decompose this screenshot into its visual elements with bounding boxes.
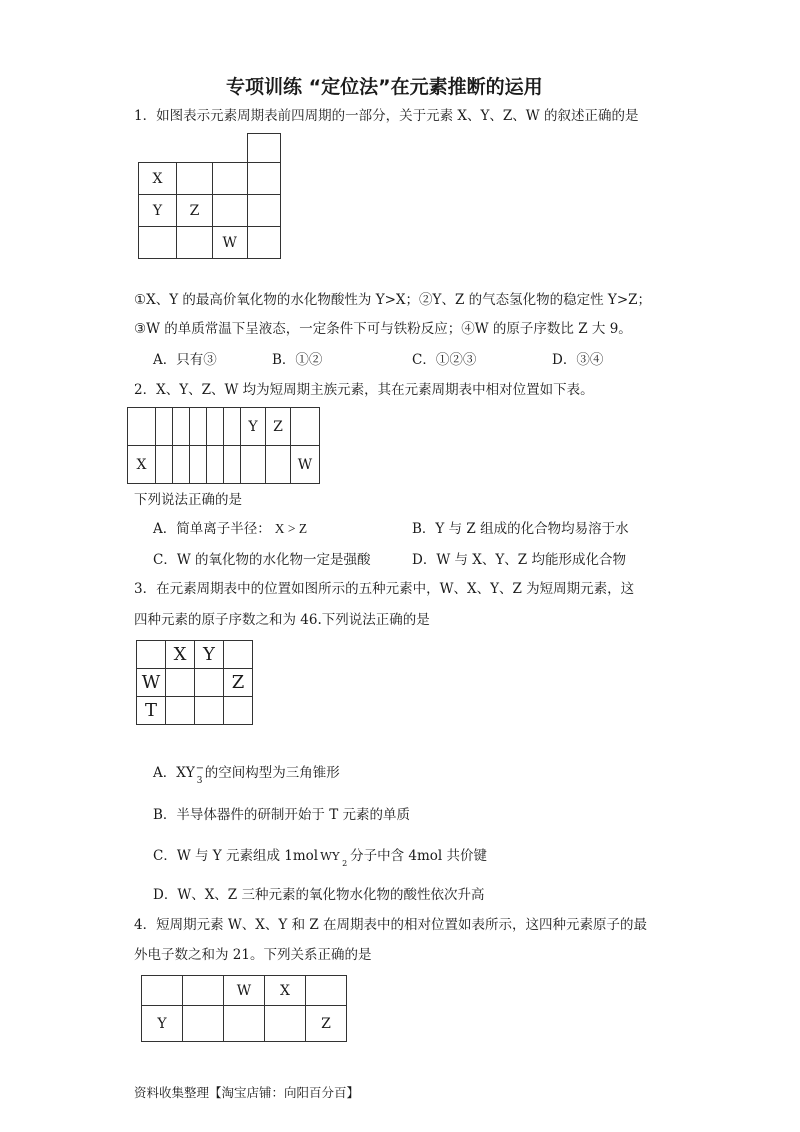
q4-cell (265, 1006, 306, 1042)
q2-option-a-formula: X > Z (274, 521, 308, 536)
q3-cell (224, 697, 253, 725)
q3-option-a-prefix: A．XY (153, 765, 195, 781)
q1-cell-x: X (139, 163, 177, 195)
q4-periodic-table (141, 975, 347, 1042)
q4-stem-line2: 外电子数之和为 21。下列关系正确的是 (134, 947, 372, 963)
q3-stem-line2: 四种元素的原子序数之和为 46.下列说法正确的是 (134, 612, 430, 628)
q3-cell-t: T (137, 697, 166, 725)
q3-cell (166, 697, 195, 725)
q1-cell (213, 195, 248, 227)
q2-cell (173, 446, 190, 484)
q4-cell (183, 1006, 224, 1042)
q3-option-d: D．W、X、Z 三种元素的氧化物水化物的酸性依次升高 (153, 887, 485, 903)
q2-cell (224, 446, 241, 484)
q3-cell-y: Y (195, 641, 224, 669)
q4-cell-x: X (265, 976, 306, 1006)
q1-cell (247, 163, 280, 195)
q2-periodic-table (127, 407, 320, 484)
q3-option-c-formula: WY (320, 849, 340, 863)
q3-option-a-charge: − (195, 763, 205, 774)
q2-cell (156, 408, 173, 446)
q1-option-a: A．只有③ (153, 352, 217, 368)
q1-cell (177, 227, 213, 259)
q2-cell (190, 408, 207, 446)
q1-option-c: C．①②③ (412, 352, 477, 368)
q3-cell (195, 669, 224, 697)
q4-cell (142, 976, 183, 1006)
q2-cell (156, 446, 173, 484)
q1-cell-z: Z (177, 195, 213, 227)
q3-option-b: B．半导体器件的研制开始于 T 元素的单质 (153, 807, 411, 823)
q1-statement-1: ①X、Y 的最高价氧化物的水化物酸性为 Y>X；②Y、Z 的气态氢化物的稳定性 Y>Z； (134, 292, 652, 308)
q1-statement-2: ③W 的单质常温下呈液态，一定条件下可与铁粉反应；④W 的原子序数比 Z 大 9。 (134, 321, 632, 337)
q2-cell (266, 446, 291, 484)
q4-cell (224, 1006, 265, 1042)
q2-option-a (153, 519, 307, 539)
q1-cell (139, 227, 177, 259)
q2-cell (128, 408, 156, 446)
q2-cell (241, 446, 266, 484)
q3-cell-z: Z (224, 669, 253, 697)
q3-cell-x: X (166, 641, 195, 669)
q1-option-d: D．③④ (552, 352, 604, 368)
q3-option-c-suffix: 分子中含 4mol 共价键 (350, 848, 488, 864)
q3-cell (195, 697, 224, 725)
q4-cell (183, 976, 224, 1006)
q3-option-c-sub: 2 (342, 859, 348, 868)
q2-cell (291, 408, 320, 446)
q4-cell-z: Z (306, 1006, 347, 1042)
q3-option-c-prefix: C．W 与 Y 元素组成 1mol (153, 848, 319, 864)
q4-cell (306, 976, 347, 1006)
q2-cell (224, 408, 241, 446)
q1-cell (247, 195, 280, 227)
q3-stem-line1: 3．在元素周期表中的位置如图所示的五种元素中，W、X、Y、Z 为短周期元素，这 (134, 581, 635, 597)
q2-option-d: D．W 与 X、Y、Z 均能形成化合物 (412, 552, 626, 568)
q1-cell (247, 227, 280, 259)
q3-option-c (153, 846, 487, 866)
q4-stem-line1: 4．短周期元素 W、X、Y 和 Z 在周期表中的相对位置如表所示，这四种元素原子的最 (134, 917, 648, 933)
q4-cell-w: W (224, 976, 265, 1006)
q2-cell-y: Y (241, 408, 266, 446)
q1-cell (139, 134, 177, 163)
q2-cell (173, 408, 190, 446)
q3-cell-w: W (137, 669, 166, 697)
q1-cell (177, 134, 213, 163)
q1-periodic-table (138, 133, 281, 259)
q1-stem: 1．如图表示元素周期表前四周期的一部分，关于元素 X、Y、Z、W 的叙述正确的是 (134, 108, 639, 124)
q2-cell-x: X (128, 446, 156, 484)
q1-option-b: B．①② (272, 352, 323, 368)
q2-cell (207, 408, 224, 446)
q4-cell-y: Y (142, 1006, 183, 1042)
page-title: 专项训练 “定位法”在元素推断的运用 (226, 76, 543, 98)
q1-cell (213, 134, 248, 163)
q2-cell (190, 446, 207, 484)
q2-cell-w: W (291, 446, 320, 484)
q2-option-b: B．Y 与 Z 组成的化合物均易溶于水 (412, 521, 629, 537)
q1-cell-w: W (213, 227, 248, 259)
q1-cell (213, 163, 248, 195)
q2-prompt: 下列说法正确的是 (134, 492, 242, 508)
q1-cell (247, 134, 280, 163)
q3-option-a-sup: 3 (196, 776, 203, 786)
q3-cell (224, 641, 253, 669)
q3-option-a-suffix: 的空间构型为三角锥形 (204, 765, 340, 781)
q3-periodic-table (136, 640, 253, 725)
q3-cell (166, 669, 195, 697)
q2-cell-z: Z (266, 408, 291, 446)
q2-cell (207, 446, 224, 484)
q1-cell-y: Y (139, 195, 177, 227)
q1-cell (177, 163, 213, 195)
q2-option-a-text: A．简单离子半径： (153, 521, 271, 537)
q3-option-a (153, 763, 340, 786)
q2-stem: 2．X、Y、Z、W 均为短周期主族元素，其在元素周期表中相对位置如下表。 (134, 382, 594, 398)
q3-cell (137, 641, 166, 669)
footer-note: 资料收集整理【淘宝店铺：向阳百分百】 (134, 1085, 360, 1100)
q2-option-c: C．W 的氧化物的水化物一定是强酸 (153, 552, 371, 568)
